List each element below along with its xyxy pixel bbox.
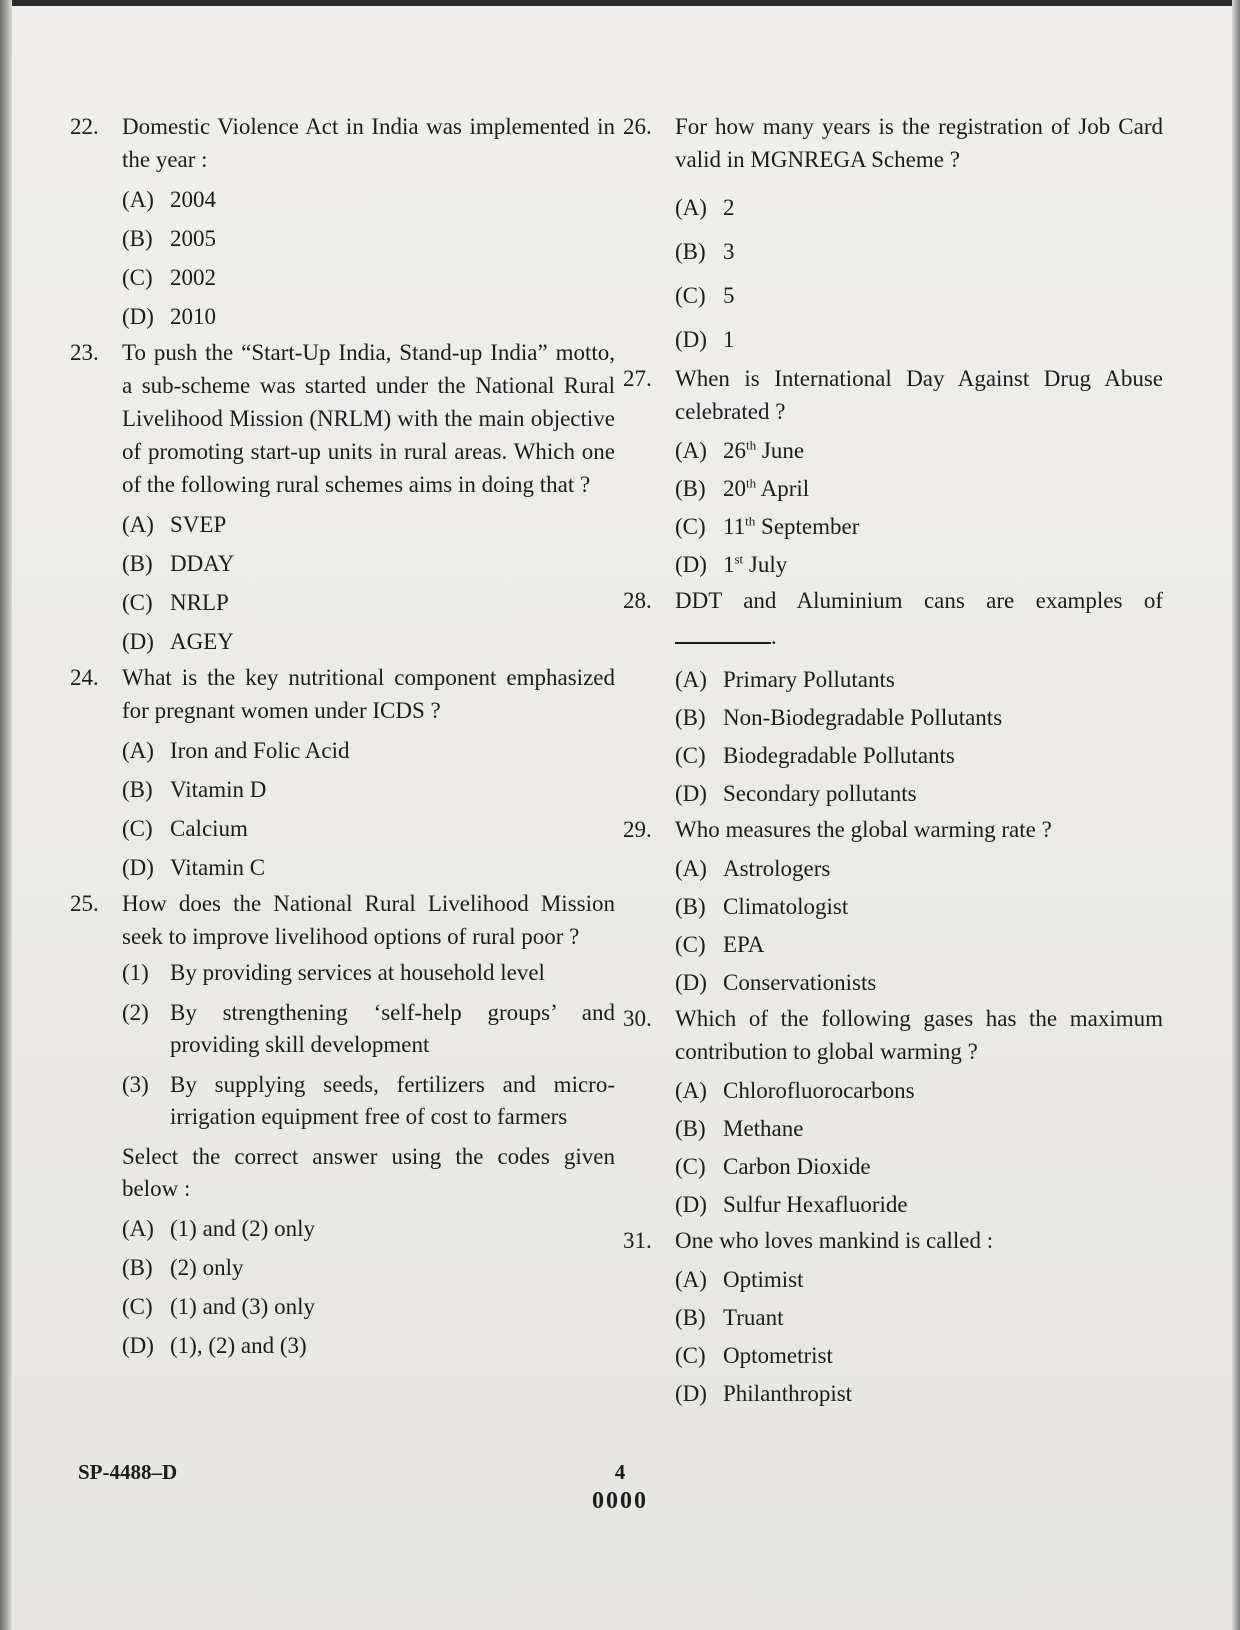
- option-text: NRLP: [170, 590, 229, 615]
- option-text: Chlorofluorocarbons: [723, 1078, 915, 1103]
- option-text: 26th June: [723, 437, 805, 463]
- question-number: 29.: [623, 817, 652, 842]
- question-text: When is International Day Against Drug Abuse celebrated ?: [675, 366, 1163, 424]
- scan-edge-right: [1232, 0, 1240, 1630]
- option-text: 1: [723, 327, 735, 352]
- statement-label: (1): [122, 960, 149, 985]
- option-label: (D): [675, 781, 707, 806]
- option-text: 5: [723, 283, 735, 308]
- option-a[interactable]: [675, 661, 1163, 699]
- option-c[interactable]: [675, 1337, 1163, 1375]
- option-text: Carbon Dioxide: [723, 1154, 871, 1179]
- option-label: (D): [675, 327, 707, 352]
- option-label: (C): [122, 816, 153, 841]
- option-c[interactable]: [675, 926, 1163, 964]
- option-a[interactable]: [122, 1209, 615, 1248]
- options-22: [122, 180, 615, 336]
- left-column: [70, 110, 615, 1365]
- question-22: [70, 110, 615, 176]
- option-text: 2002: [170, 265, 216, 290]
- option-b[interactable]: [675, 230, 1163, 274]
- option-b[interactable]: [122, 770, 615, 809]
- option-label: (C): [675, 1154, 706, 1179]
- option-d[interactable]: [122, 622, 615, 661]
- option-d[interactable]: [122, 1326, 615, 1365]
- option-text: Optimist: [723, 1267, 804, 1292]
- option-text: 2004: [170, 187, 216, 212]
- option-label: (B): [675, 1116, 706, 1141]
- question-text: One who loves mankind is called :: [675, 1228, 994, 1253]
- option-text: 2: [723, 195, 735, 220]
- option-text: Methane: [723, 1116, 804, 1141]
- option-label: (A): [675, 667, 707, 692]
- question-30: [623, 1002, 1163, 1068]
- question-24: [70, 661, 615, 727]
- options-26: [675, 186, 1163, 362]
- series-code: 0000: [592, 1488, 648, 1514]
- question-number: 22.: [70, 114, 99, 139]
- option-b[interactable]: [122, 544, 615, 583]
- option-text: (2) only: [170, 1255, 244, 1280]
- option-text: Astrologers: [723, 856, 831, 881]
- option-label: (B): [122, 551, 153, 576]
- options-31: [675, 1261, 1163, 1413]
- option-label: (B): [675, 476, 706, 501]
- option-label: (D): [122, 629, 154, 654]
- option-label: (D): [675, 1381, 707, 1406]
- option-label: (C): [675, 743, 706, 768]
- option-text: Primary Pollutants: [723, 667, 895, 692]
- option-d[interactable]: [675, 318, 1163, 362]
- option-text: EPA: [723, 932, 765, 957]
- option-label: (D): [675, 552, 707, 577]
- statement-1: [122, 957, 615, 989]
- option-text: 3: [723, 239, 735, 264]
- option-d[interactable]: [675, 1375, 1163, 1413]
- option-label: (A): [122, 738, 154, 763]
- options-30: [675, 1072, 1163, 1224]
- option-text: Conservationists: [723, 970, 877, 995]
- option-d[interactable]: [675, 775, 1163, 813]
- statement-2: [122, 997, 615, 1061]
- option-c[interactable]: [122, 583, 615, 622]
- statement-3: [122, 1069, 615, 1133]
- option-c[interactable]: [675, 508, 1163, 546]
- blank-line: [675, 620, 771, 644]
- option-b[interactable]: [122, 1248, 615, 1287]
- option-a[interactable]: [675, 1072, 1163, 1110]
- option-text: 11th September: [723, 513, 860, 539]
- option-a[interactable]: [122, 505, 615, 544]
- option-text: 20th April: [723, 475, 810, 501]
- option-b[interactable]: [675, 888, 1163, 926]
- option-label: (B): [675, 705, 706, 730]
- option-label: (B): [122, 777, 153, 802]
- option-text: AGEY: [170, 629, 234, 654]
- option-label: (C): [122, 265, 153, 290]
- option-label: (C): [675, 514, 706, 539]
- option-text: Vitamin D: [170, 777, 267, 802]
- option-d[interactable]: [122, 848, 615, 887]
- question-25: [70, 887, 615, 953]
- question-text: Which of the following gases has the maximum contribution to global warming ?: [675, 1006, 1163, 1064]
- option-text: DDAY: [170, 551, 235, 576]
- option-text: (1) and (2) only: [170, 1216, 315, 1241]
- option-d[interactable]: [122, 297, 615, 336]
- option-label: (D): [675, 970, 707, 995]
- option-a[interactable]: [675, 850, 1163, 888]
- option-text: Non-Biodegradable Pollutants: [723, 705, 1003, 730]
- statement-text: By strengthening ‘self-help groups’ and providing skill development: [170, 1000, 615, 1057]
- question-number: 24.: [70, 665, 99, 690]
- options-28: [675, 661, 1163, 813]
- option-text: Biodegradable Pollutants: [723, 743, 955, 768]
- question-27: [623, 362, 1163, 428]
- options-29: [675, 850, 1163, 1002]
- option-d[interactable]: [675, 1186, 1163, 1224]
- option-c[interactable]: [122, 1287, 615, 1326]
- question-text: To push the “Start-Up India, Stand-up India” motto, a sub-scheme was started under the National Rural Livelihood Mission (NRLM) with the main objective of promoting start-up units in rural areas. Which one of the following rural schemes aims in doing that ?: [122, 340, 615, 497]
- scan-edge-left: [0, 0, 12, 1630]
- question-text: What is the key nutritional component emphasized for pregnant women under ICDS ?: [122, 665, 615, 723]
- option-a[interactable]: [122, 180, 615, 219]
- question-31: [623, 1224, 1163, 1257]
- option-label: (A): [122, 187, 154, 212]
- question-number: 31.: [623, 1228, 652, 1253]
- option-c[interactable]: [675, 1148, 1163, 1186]
- option-text: Secondary pollutants: [723, 781, 917, 806]
- option-label: (B): [675, 239, 706, 264]
- option-text: (1) and (3) only: [170, 1294, 315, 1319]
- option-c[interactable]: [122, 809, 615, 848]
- option-label: (C): [122, 1294, 153, 1319]
- option-label: (A): [122, 1216, 154, 1241]
- option-label: (A): [122, 512, 154, 537]
- option-a[interactable]: [675, 432, 1163, 470]
- option-text: 1st July: [723, 551, 788, 577]
- option-text: 2005: [170, 226, 216, 251]
- question-number: 26.: [623, 114, 652, 139]
- question-number: 28.: [623, 588, 652, 613]
- paper-code: SP-4488–D: [78, 1460, 178, 1484]
- option-label: (C): [122, 590, 153, 615]
- statement-label: (2): [122, 1000, 149, 1025]
- option-b[interactable]: [675, 1110, 1163, 1148]
- scan-edge-top: [0, 0, 1240, 6]
- option-text: Vitamin C: [170, 855, 266, 880]
- option-text: Truant: [723, 1305, 784, 1330]
- option-text: Philanthropist: [723, 1381, 853, 1406]
- option-b[interactable]: [675, 1299, 1163, 1337]
- option-label: (A): [675, 856, 707, 881]
- option-label: (A): [675, 1078, 707, 1103]
- option-c[interactable]: [675, 274, 1163, 318]
- option-label: (B): [122, 226, 153, 251]
- option-text: Calcium: [170, 816, 248, 841]
- option-label: (C): [675, 1343, 706, 1368]
- option-a[interactable]: [675, 186, 1163, 230]
- option-label: (A): [675, 438, 707, 463]
- option-label: (C): [675, 283, 706, 308]
- option-text: Sulfur Hexafluoride: [723, 1192, 908, 1217]
- question-text: For how many years is the registration of Job Card valid in MGNREGA Scheme ?: [675, 114, 1163, 172]
- question-text: Domestic Violence Act in India was implemented in the year :: [122, 114, 615, 172]
- option-label: (D): [122, 304, 154, 329]
- option-b[interactable]: [675, 699, 1163, 737]
- option-text: 2010: [170, 304, 216, 329]
- question-number: 27.: [623, 366, 652, 391]
- statement-text: By supplying seeds, fertilizers and micro-irrigation equipment free of cost to farmers: [170, 1072, 615, 1129]
- option-label: (B): [675, 894, 706, 919]
- question-26: [623, 110, 1163, 176]
- options-25: [122, 1209, 615, 1365]
- option-label: (A): [675, 1267, 707, 1292]
- question-23: [70, 336, 615, 501]
- fill-in-blank: .: [675, 617, 1163, 657]
- option-label: (D): [675, 1192, 707, 1217]
- option-label: (B): [122, 1255, 153, 1280]
- options-24: [122, 731, 615, 887]
- question-29: [623, 813, 1163, 846]
- option-text: Climatologist: [723, 894, 849, 919]
- question-number: 25.: [70, 891, 99, 916]
- statement-label: (3): [122, 1072, 149, 1097]
- option-d[interactable]: [675, 964, 1163, 1002]
- question-text: Who measures the global warming rate ?: [675, 817, 1052, 842]
- option-label: (D): [122, 1333, 154, 1358]
- options-27: [675, 432, 1163, 584]
- option-text: Optometrist: [723, 1343, 833, 1368]
- option-a[interactable]: [675, 1261, 1163, 1299]
- question-text: DDT and Aluminium cans are examples of: [675, 588, 1163, 613]
- option-b[interactable]: [122, 219, 615, 258]
- option-c[interactable]: [675, 737, 1163, 775]
- option-label: (D): [122, 855, 154, 880]
- question-text: How does the National Rural Livelihood Mission seek to improve livelihood options of rural poor ?: [122, 891, 615, 949]
- statement-text: By providing services at household level: [170, 960, 545, 985]
- option-c[interactable]: [122, 258, 615, 297]
- page-number: 4: [614, 1460, 626, 1484]
- option-b[interactable]: [675, 470, 1163, 508]
- option-d[interactable]: [675, 546, 1163, 584]
- option-label: (A): [675, 195, 707, 220]
- option-a[interactable]: [122, 731, 615, 770]
- question-number: 30.: [623, 1006, 652, 1031]
- answer-instruction: Select the correct answer using the codes given below :: [122, 1144, 615, 1201]
- option-label: (B): [675, 1305, 706, 1330]
- right-column: [623, 110, 1163, 1413]
- option-label: (C): [675, 932, 706, 957]
- option-text: SVEP: [170, 512, 227, 537]
- options-23: [122, 505, 615, 661]
- option-text: Iron and Folic Acid: [170, 738, 350, 763]
- question-number: 23.: [70, 340, 99, 365]
- option-text: (1), (2) and (3): [170, 1333, 307, 1358]
- question-28: [623, 584, 1163, 657]
